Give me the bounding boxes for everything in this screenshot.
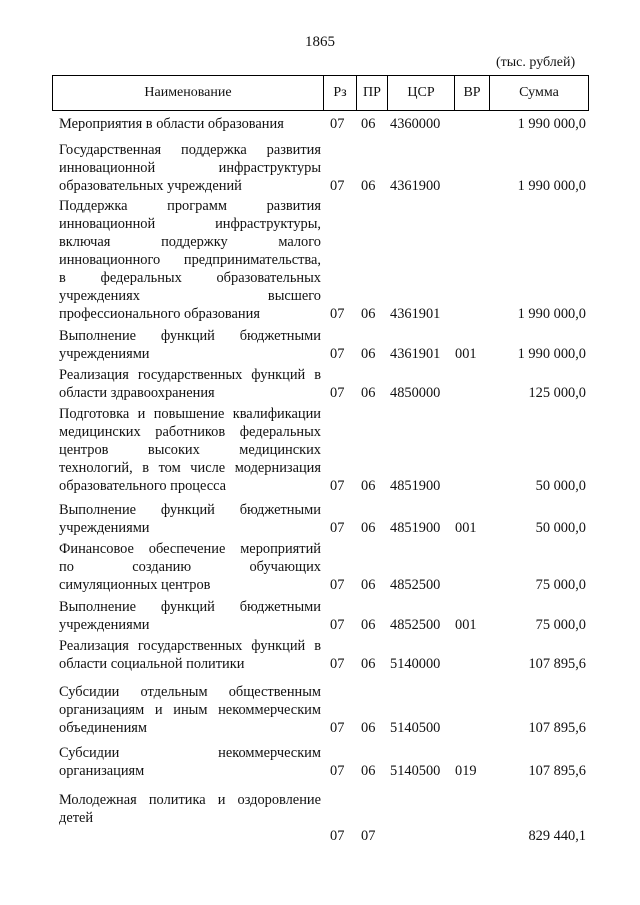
row-pr: 06 [361,720,376,736]
row-rz: 07 [330,306,345,322]
header-vr: ВР [455,76,490,110]
row-pr: 06 [361,478,376,494]
row-codes [59,762,586,780]
row-sum: 829 440,1 [528,828,586,844]
row-sum: 107 895,6 [528,656,586,672]
row-sum: 50 000,0 [535,520,586,536]
row-csr: 4361901 [390,306,441,322]
row-codes [59,384,586,402]
row-rz: 07 [330,346,345,362]
row-codes [59,616,586,634]
row-csr: 5140000 [390,656,441,672]
table-row [59,366,586,402]
row-name-line: Мероприятия в области образования [59,116,284,132]
row-sum: 1 990 000,0 [517,178,586,194]
row-name-line: Субсидии некоммерческим [59,745,321,761]
row-sum: 50 000,0 [535,478,586,494]
row-pr: 06 [361,656,376,672]
table-row [59,791,586,845]
units-label: (тыс. рублей) [496,55,576,70]
row-name-line: области социальной политики [59,656,245,672]
table-row [59,141,586,195]
header-sum: Сумма [519,85,559,100]
row-pr: 06 [361,346,376,362]
row-pr: 06 [361,617,376,633]
row-rz: 07 [330,385,345,401]
row-name-line: инновационной инфраструктуры [59,160,321,176]
row-name-line: Государственная поддержка развития [59,142,321,158]
row-name-line: детей [59,810,94,826]
row-name-line: Поддержка программ развития [59,198,321,214]
row-csr: 5140500 [390,720,441,736]
row-name-line: учреждениями [59,617,150,633]
row-name-line: учреждениями [59,346,150,362]
row-codes [59,655,586,673]
header-pr: ПР [357,76,388,110]
row-pr: 06 [361,385,376,401]
row-name-line: инновационного предпринимательства, [59,252,321,268]
row-codes [59,345,586,363]
row-name-line: Выполнение функций бюджетными [59,328,321,344]
row-csr: 4852500 [390,617,441,633]
row-csr: 4360000 [390,116,441,132]
row-name [59,791,321,827]
row-codes [59,827,586,845]
row-name-line: Субсидии отдельным общественным [59,684,321,700]
row-csr: 4851900 [390,478,441,494]
row-csr: 4851900 [390,520,441,536]
row-csr: 4361901 [390,346,441,362]
row-name-line: включая поддержку малого [59,234,321,250]
row-codes [59,519,586,537]
row-rz: 07 [330,720,345,736]
header-rz: Рз [324,76,357,110]
row-pr: 06 [361,520,376,536]
row-codes [59,177,586,195]
row-rz: 07 [330,656,345,672]
row-codes [59,576,586,594]
row-name-line: Реализация государственных функций в [59,367,321,383]
row-vr: 019 [455,763,477,779]
row-rz: 07 [330,828,345,844]
row-name-line: Реализация государственных функций в [59,638,321,654]
row-vr: 001 [455,617,477,633]
table-row [59,327,586,363]
row-codes [59,305,586,323]
table-row [59,197,586,323]
row-pr: 06 [361,178,376,194]
row-sum: 75 000,0 [535,577,586,593]
row-csr: 4852500 [390,577,441,593]
row-codes [59,477,586,495]
row-name-line: учреждениями [59,520,150,536]
row-pr: 06 [361,116,376,132]
table-row [59,405,586,495]
row-name-line: медицинских работников федеральных [59,424,321,440]
row-name-line: технологий, в том числе модернизация [59,460,321,476]
row-rz: 07 [330,763,345,779]
table-row [59,501,586,537]
row-name-line: центров высоких медицинских [59,442,321,458]
row-sum: 1 990 000,0 [517,306,586,322]
row-vr: 001 [455,520,477,536]
row-sum: 1 990 000,0 [517,116,586,132]
row-name-line: Выполнение функций бюджетными [59,502,321,518]
row-name-line: Финансовое обеспечение мероприятий [59,541,321,557]
row-pr: 06 [361,763,376,779]
table-row [59,540,586,594]
table-header [52,75,589,111]
row-name-line: организациям и иным некоммерческим [59,702,321,718]
row-sum: 107 895,6 [528,720,586,736]
page-number: 1865 [305,34,335,50]
row-rz: 07 [330,478,345,494]
header-name: Наименование [53,76,324,110]
row-sum: 125 000,0 [528,385,586,401]
row-name-line: объединениям [59,720,148,736]
row-name-line: инновационной инфраструктуры, [59,216,321,232]
row-rz: 07 [330,577,345,593]
table-row [59,115,586,133]
row-name-line: в федеральных образовательных [59,270,321,286]
row-sum: 75 000,0 [535,617,586,633]
row-name-line: образовательного процесса [59,478,227,494]
row-rz: 07 [330,617,345,633]
row-vr: 001 [455,346,477,362]
row-sum: 107 895,6 [528,763,586,779]
table-row [59,683,586,737]
table-row [59,744,586,780]
header-csr: ЦСР [388,76,455,110]
row-csr: 4361900 [390,178,441,194]
row-rz: 07 [330,178,345,194]
row-rz: 07 [330,116,345,132]
row-name-line: по созданию обучающих [59,559,321,575]
row-name-line: образовательных учреждений [59,178,242,194]
row-name-line: профессионального образования [59,306,260,322]
row-name-line: организациям [59,763,145,779]
row-pr: 06 [361,306,376,322]
table-row [59,598,586,634]
row-name-line: учреждениях высшего [59,288,321,304]
row-sum: 1 990 000,0 [517,346,586,362]
row-name-line: симуляционных центров [59,577,211,593]
row-codes [59,115,586,133]
row-pr: 07 [361,828,376,844]
row-csr: 5140500 [390,763,441,779]
row-name-line: Выполнение функций бюджетными [59,599,321,615]
row-name-line: Молодежная политика и оздоровление [59,792,321,808]
row-csr: 4850000 [390,385,441,401]
row-codes [59,719,586,737]
row-name-line: Подготовка и повышение квалификации [59,406,321,422]
row-rz: 07 [330,520,345,536]
row-pr: 06 [361,577,376,593]
row-name-line: области здравоохранения [59,385,215,401]
table-row [59,637,586,673]
